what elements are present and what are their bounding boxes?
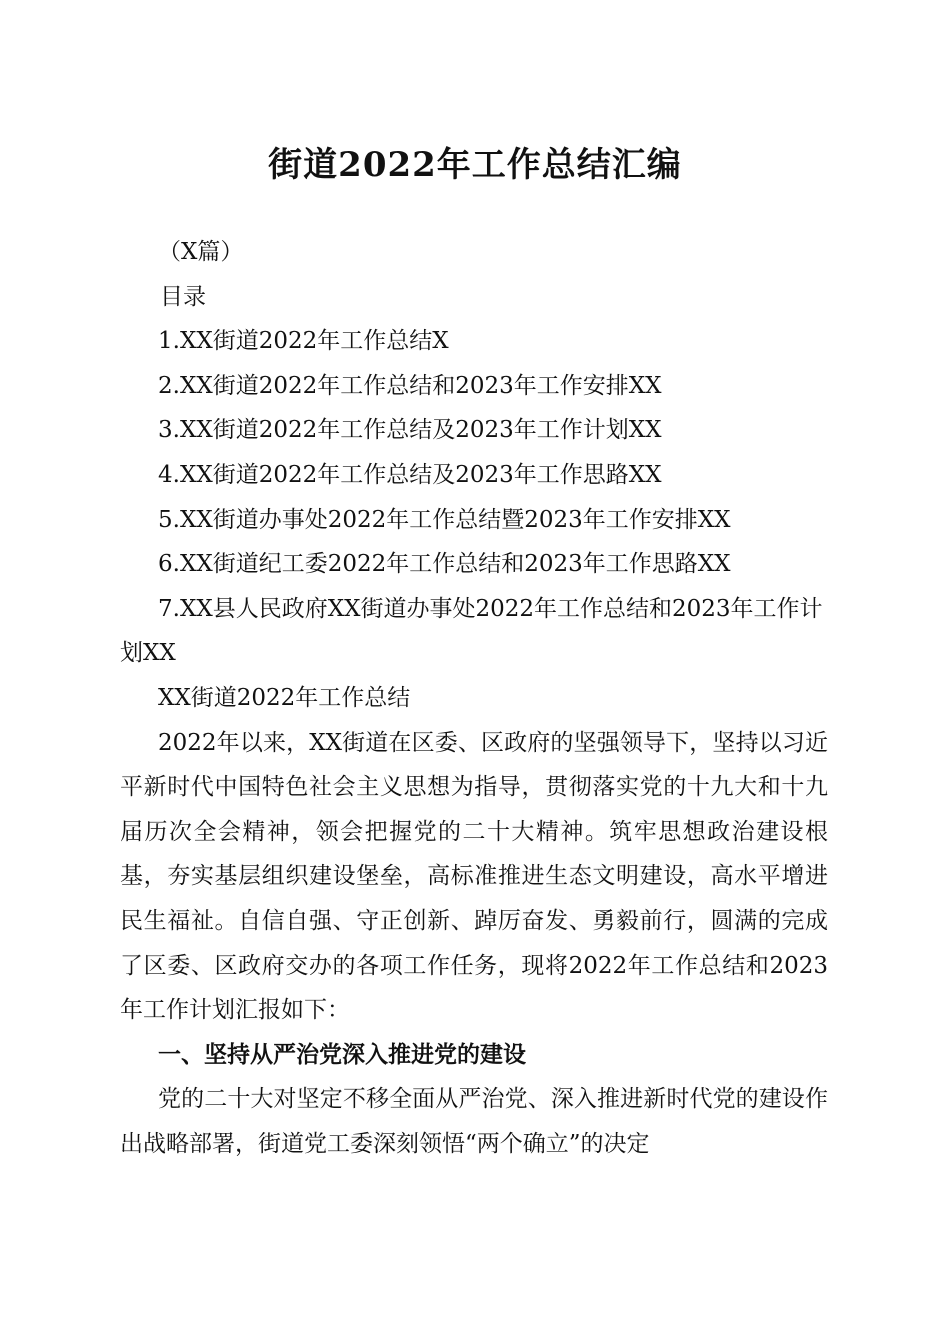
intro-paragraph: 2022年以来，XX街道在区委、区政府的坚强领导下，坚持以习近平新时代中国特色社会主义思想为指导，贯彻落实党的十九大和十九届历次全会精神，领会把握党的二十大精神。筑牢思想政治建设根基，夯实基层组织建设堡垒，高标准推进生态文明建设，高水平增进民生福祉。自信自强、守正创新、踔厉奋发、勇毅前行，圆满的完成了区委、区政府交办的各项工作任务，现将2022年工作总结和2023年工作计划汇报如下： bbox=[120, 729, 828, 1024]
subtitle: （X篇） bbox=[158, 239, 244, 265]
toc-item: 4.XX街道2022年工作总结及2023年工作思路XX bbox=[158, 461, 662, 488]
document-body bbox=[120, 230, 828, 1166]
toc-item: 5.XX街道办事处2022年工作总结暨2023年工作安排XX bbox=[158, 506, 731, 533]
toc-item: 1.XX街道2022年工作总结X bbox=[158, 328, 449, 355]
toc-item: 7.XX县人民政府XX街道办事处2022年工作总结和2023年工作计划XX bbox=[120, 595, 823, 667]
toc-heading: 目录 bbox=[160, 283, 206, 310]
section-heading: 一、坚持从严治党深入推进党的建设 bbox=[158, 1041, 526, 1068]
section-title: XX街道2022年工作总结 bbox=[158, 684, 411, 711]
document-title: 街道2022年工作总结汇编 bbox=[268, 145, 682, 185]
toc-item: 2.XX街道2022年工作总结和2023年工作安排XX bbox=[158, 372, 662, 399]
toc-item: 3.XX街道2022年工作总结及2023年工作计划XX bbox=[158, 417, 662, 444]
table-of-contents bbox=[120, 319, 828, 676]
body-paragraph: 党的二十大对坚定不移全面从严治党、深入推进新时代党的建设作出战略部署，街道党工委深刻领悟“两个确立”的决定 bbox=[120, 1086, 828, 1157]
toc-item: 6.XX街道纪工委2022年工作总结和2023年工作思路XX bbox=[158, 551, 731, 578]
